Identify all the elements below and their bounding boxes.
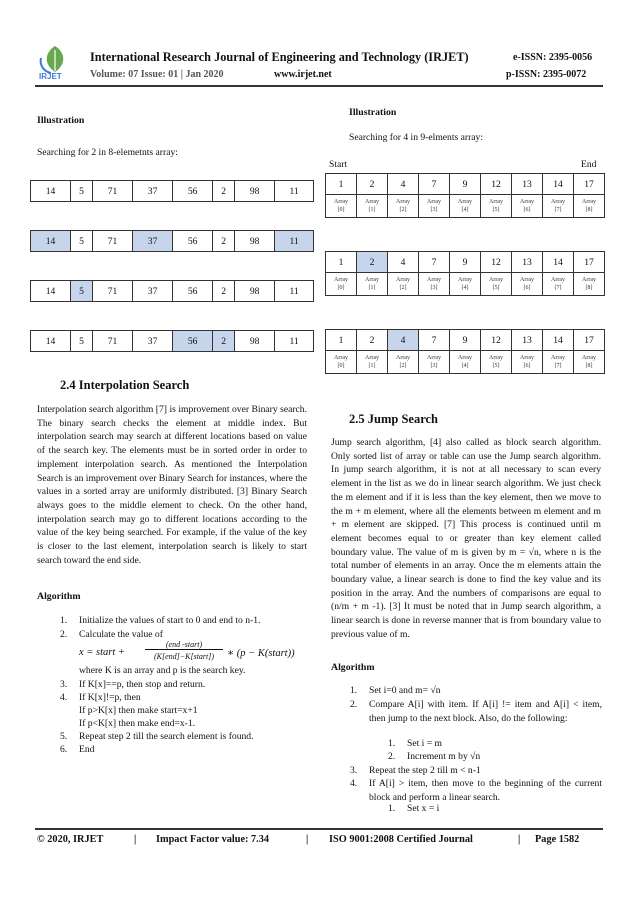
array-cell: 71	[92, 281, 132, 302]
array-value-cell: 14	[543, 252, 574, 273]
array-index-cell: Array [3]	[419, 195, 450, 218]
list-item: 3. If K[x]==p, then stop and return.	[60, 679, 206, 690]
section-title-jump: 2.5 Jump Search	[349, 412, 439, 426]
list-item: 4. If K[x]!=p, then	[60, 692, 141, 703]
array-value-cell: 9	[450, 252, 481, 273]
interpolation-formula: x = start + (end -start) (K[end]−K[start]) ∗ (p − K(start))	[79, 640, 295, 661]
right-search-caption: Searching for 4 in 9-elments array:	[349, 132, 483, 143]
array-index-cell: Array [7]	[543, 195, 574, 218]
array-row-3	[30, 280, 314, 302]
array-cell: 2	[213, 281, 235, 302]
array-cell: 37	[133, 181, 173, 202]
array-index-cell: Array [8]	[574, 195, 605, 218]
logo-text: IRJET	[39, 72, 62, 81]
list-item: where K is an array and p is the search key.	[79, 665, 246, 676]
array-value-cell: 1	[326, 330, 357, 351]
footer-page-number: Page 1582	[535, 834, 580, 845]
array-value-cell: 4	[388, 252, 419, 273]
array-index-cell: Array [2]	[388, 195, 419, 218]
array-index-cell: Array [4]	[450, 195, 481, 218]
right-algorithm-heading: Algorithm	[331, 662, 375, 673]
left-illustration-heading: Illustration	[37, 115, 85, 126]
array-cell: 56	[173, 331, 213, 352]
array-index-cell: Array [0]	[326, 195, 357, 218]
list-item: 1. Initialize the values of start to 0 and end to n-1.	[60, 615, 261, 626]
list-item: If p>K[x] then make start=x+1	[79, 705, 198, 716]
array-cell: 2	[213, 331, 235, 352]
list-item: If p<K[x] then make end=x-1.	[79, 718, 196, 729]
array-cell: 11	[275, 231, 314, 252]
array-cell: 37	[133, 331, 173, 352]
footer-separator: |	[518, 834, 521, 845]
array-index-cell: Array [6]	[512, 273, 543, 296]
footer-impact-factor: Impact Factor value: 7.34	[156, 834, 270, 845]
array-value-cell: 14	[543, 330, 574, 351]
list-item: 1. Set i = m	[388, 738, 442, 749]
array-value-cell: 2	[357, 330, 388, 351]
array-cell: 5	[71, 181, 93, 202]
array-cell: 71	[92, 181, 132, 202]
journal-logo	[37, 44, 73, 84]
array-row-2	[30, 230, 314, 252]
array-value-cell: 9	[450, 330, 481, 351]
array-value-cell: 14	[543, 174, 574, 195]
array-index-cell: Array [6]	[512, 195, 543, 218]
interpolation-paragraph: Interpolation search algorithm [7] is improvement over Binary search. The binary search checks the element at middle index. But interpolation search may search at different locations based on value of the search key. The elements must be in sorted order in order to implement interpolation search. As mentioned the Interpolation Search is an improvement over Binary Search for instances, where the values in a sorted array are uniformly distributed. [3] Binary Search always goes to the middle element to check. On the other hand, interpolation search may go to different locations according to the value of the key being searched. For example, if the value of the key is closer to the last element, interpolation search is likely to start search toward the end side.	[37, 404, 307, 566]
array-value-cell: 7	[419, 174, 450, 195]
list-item: 2. Compare A[i] with item. If A[i] != item and A[i] < item, then jump to the next block. Also, do the following:	[350, 699, 602, 724]
footer-separator: |	[134, 834, 137, 845]
array-value-cell: 4	[388, 174, 419, 195]
array-value-cell: 13	[512, 174, 543, 195]
journal-title: International Research Journal of Engineering and Technology (IRJET)	[90, 50, 469, 64]
footer-copyright: © 2020, IRJET	[37, 834, 104, 845]
section-title-interpolation: 2.4 Interpolation Search	[60, 378, 190, 392]
array-index-cell: Array [4]	[450, 351, 481, 374]
array-cell: 14	[31, 231, 71, 252]
array-cell: 2	[213, 181, 235, 202]
array-index-cell: Array [3]	[419, 351, 450, 374]
array-cell: 56	[173, 281, 213, 302]
array-value-cell: 12	[481, 330, 512, 351]
array-cell: 11	[275, 331, 314, 352]
footer-separator: |	[306, 834, 309, 845]
array-cell: 14	[31, 181, 71, 202]
array-value-cell: 13	[512, 330, 543, 351]
array-row-1	[30, 180, 314, 202]
end-label: End	[581, 159, 597, 170]
list-item: 1. Set x = i	[388, 803, 440, 814]
array-index-cell: Array [5]	[481, 351, 512, 374]
array-value-cell: 12	[481, 252, 512, 273]
array-cell: 71	[92, 331, 132, 352]
array-value-cell: 7	[419, 252, 450, 273]
array-value-cell: 17	[574, 330, 605, 351]
pissn: p-ISSN: 2395-0072	[506, 69, 587, 80]
array-index-cell: Array [1]	[357, 273, 388, 296]
array-value-cell: 17	[574, 252, 605, 273]
array-index-cell: Array [4]	[450, 273, 481, 296]
array-index-cell: Array [1]	[357, 351, 388, 374]
list-item: 3. Repeat the step 2 till m < n-1	[350, 765, 481, 776]
array-value-cell: 13	[512, 252, 543, 273]
array-cell: 14	[31, 331, 71, 352]
array-cell: 98	[235, 331, 275, 352]
array-index-cell: Array [1]	[357, 195, 388, 218]
array-cell: 5	[71, 281, 93, 302]
list-item: 4. If A[i] > item, then move to the beginning of the current block and perform a linear search.	[350, 778, 602, 803]
array-index-cell: Array [7]	[543, 273, 574, 296]
array-value-cell: 9	[450, 174, 481, 195]
header-rule	[35, 85, 603, 87]
list-item: 6. End	[60, 744, 95, 755]
jump-paragraph: Jump search algorithm, [4] also called as block search algorithm. Only sorted list of array or table can use the Jump search algorithm. In jump search algorithm, it is not at all necessary to scan every element in the list as we do in linear search algorithm. We just check the m element and if it is less than the key element, then we move to the m + m element, where all the elements between m element and m + m element are skipped. [7] This process is continued until m element becomes equal to or greater than key element called boundary value. The value of m is given by m = √n, where n is the total number of elements in an array. Once the m elements attain the boundary value, a linear search is done to find the key value and its position in the array. And the numbers of comparisons are equal to (n/m + m -1). [3] It must be noted that in Jump search algorithm, a linear search is done in reverse manner that is from boundary value to previous value of m.	[331, 437, 601, 640]
footer-iso: ISO 9001:2008 Certified Journal	[329, 834, 473, 845]
array-index-cell: Array [2]	[388, 351, 419, 374]
list-item: 2. Calculate the value of	[60, 629, 163, 640]
array-index-cell: Array [2]	[388, 273, 419, 296]
array-value-cell: 2	[357, 174, 388, 195]
journal-website[interactable]: www.irjet.net	[274, 69, 332, 80]
jump-array-row-2	[325, 251, 605, 296]
left-search-caption: Searching for 2 in 8-elemetnts array:	[37, 147, 178, 158]
array-cell: 14	[31, 281, 71, 302]
array-cell: 5	[71, 331, 93, 352]
array-index-cell: Array [5]	[481, 273, 512, 296]
array-value-cell: 1	[326, 174, 357, 195]
list-item: 1. Set i=0 and m= √n	[350, 685, 441, 696]
eissn: e-ISSN: 2395-0056	[513, 52, 593, 63]
list-item: 2. Increment m by √n	[388, 751, 481, 762]
array-cell: 5	[71, 231, 93, 252]
array-cell: 11	[275, 181, 314, 202]
array-cell: 37	[133, 231, 173, 252]
array-cell: 37	[133, 281, 173, 302]
array-cell: 98	[235, 231, 275, 252]
volume-issue: Volume: 07 Issue: 01 | Jan 2020	[90, 69, 224, 80]
array-index-cell: Array [8]	[574, 351, 605, 374]
array-index-cell: Array [0]	[326, 273, 357, 296]
jump-array-row-1	[325, 173, 605, 218]
list-item: 5. Repeat step 2 till the search element is found.	[60, 731, 254, 742]
array-value-cell: 4	[388, 330, 419, 351]
footer-rule	[35, 828, 603, 830]
jump-array-row-3	[325, 329, 605, 374]
array-cell: 56	[173, 181, 213, 202]
right-illustration-heading: Illustration	[349, 107, 397, 118]
array-index-cell: Array [8]	[574, 273, 605, 296]
array-index-cell: Array [3]	[419, 273, 450, 296]
array-value-cell: 12	[481, 174, 512, 195]
array-cell: 2	[213, 231, 235, 252]
array-value-cell: 1	[326, 252, 357, 273]
array-index-cell: Array [7]	[543, 351, 574, 374]
array-index-cell: Array [6]	[512, 351, 543, 374]
start-label: Start	[329, 159, 348, 170]
array-value-cell: 2	[357, 252, 388, 273]
array-cell: 56	[173, 231, 213, 252]
left-algorithm-heading: Algorithm	[37, 591, 81, 602]
array-row-4	[30, 330, 314, 352]
array-value-cell: 17	[574, 174, 605, 195]
array-cell: 11	[275, 281, 314, 302]
array-value-cell: 7	[419, 330, 450, 351]
array-index-cell: Array [5]	[481, 195, 512, 218]
array-cell: 71	[92, 231, 132, 252]
array-cell: 98	[235, 181, 275, 202]
array-cell: 98	[235, 281, 275, 302]
array-index-cell: Array [0]	[326, 351, 357, 374]
